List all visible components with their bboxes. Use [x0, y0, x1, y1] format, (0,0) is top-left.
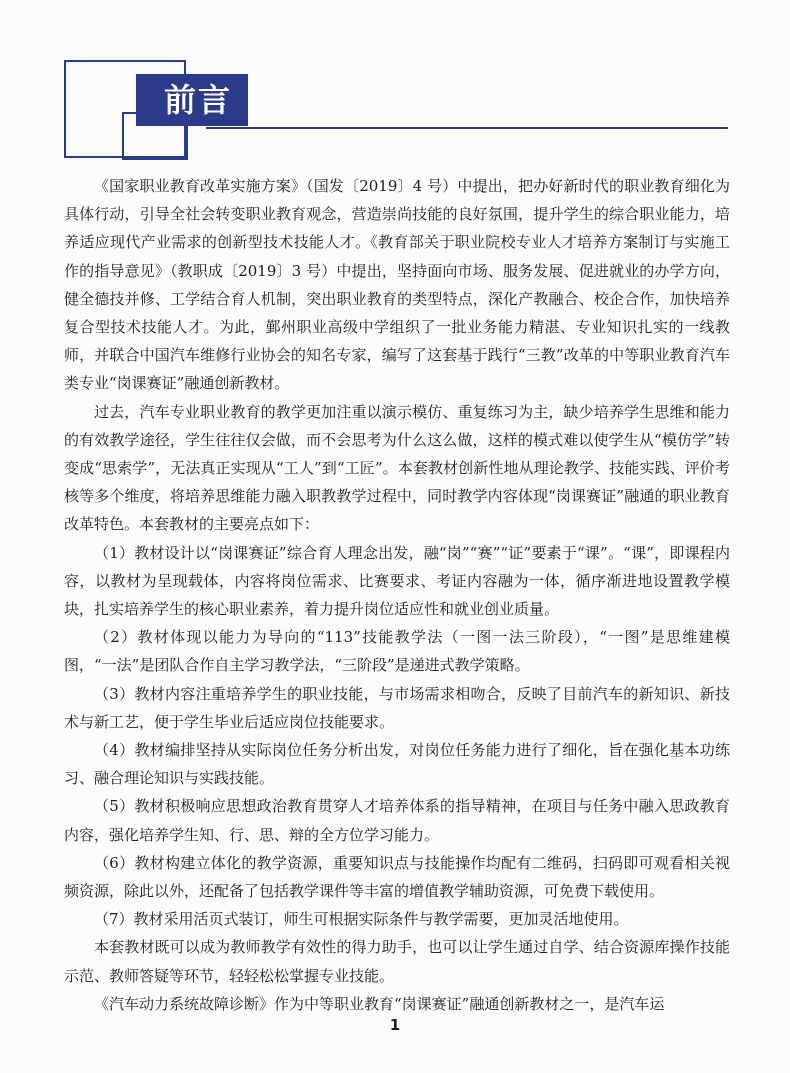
paragraph-2: 过去，汽车专业职业教育的教学更加注重以演示模仿、重复练习为主，缺少培养学生思维和能力的有效教学途径，学生往往仅会做，而不会思考为什么这么做，这样的模式难以使学生从“模仿学”转变成“思索学”，无法真正实现从“工人”到“工匠”。本套教材创新性地从理论教学、技能实践、评价考核等多个维度，将培养思维能力融入职教教学过程中，同时教学内容体现“岗课赛证”融通的职业教育改革特色。本套教材的主要亮点如下： — [64, 402, 730, 534]
page-number: 1 — [389, 1016, 401, 1034]
paragraph-1: 《国家职业教育改革实施方案》（国发〔2019〕4 号）中提出，把办好新时代的职业教育细化为具体行动，引导全社会转变职业教育观念，营造崇尚技能的良好氛围，提升学生的综合职业能力，培养适应现代产业需求的创新型技术技能人才。《教育部关于职业院校专业人才培养方案制订与实施工作的指导意见》（教职成〔2019〕3 号）中提出，坚持面向市场、服务发展、促进就业的办学方向，健全德技并修、工学结合育人机制，突出职业教育的类型特点，深化产教融合、校企合作，加快培养复合型技术技能人才。为此，鄞州职业高级中学组织了一批业务能力精湛、专业知识扎实的一线教师，并联合中国汽车维修行业协会的知名专家，编写了这套基于践行“三教”改革的中等职业教育汽车类专业“岗课赛证”融通创新教材。 — [64, 177, 730, 393]
preface-body — [64, 172, 730, 1018]
paragraph-7: （5）教材积极响应思想政治教育贯穿人才培养体系的指导精神，在项目与任务中融入思政教育内容，强化培养学生知、行、思、辩的全方位学习能力。 — [64, 797, 730, 844]
paragraph-5: （3）教材内容注重培养学生的职业技能，与市场需求相吻合，反映了目前汽车的新知识、新技术与新工艺，便于学生毕业后适应岗位技能要求。 — [64, 684, 730, 731]
paragraph-10: 本套教材既可以成为教师教学有效性的得力助手，也可以让学生通过自学、结合资源库操作技能示范、教师答疑等环节，轻轻松松掌握专业技能。 — [64, 938, 730, 985]
paragraph-6: （4）教材编排坚持从实际岗位任务分析出发，对岗位任务能力进行了细化，旨在强化基本功练习、融合理论知识与实践技能。 — [64, 741, 730, 788]
paragraph-4: （2）教材体现以能力为导向的“113”技能教学法（一图一法三阶段），“一图”是思维建模图，“一法”是团队合作自主学习教学法，“三阶段”是递进式教学策略。 — [64, 628, 730, 675]
paragraph-9: （7）教材采用活页式装订，师生可根据实际条件与教学需要，更加灵活地使用。 — [94, 910, 629, 929]
page-title: 前言 — [136, 74, 248, 126]
paragraph-3: （1）教材设计以“岗课赛证”综合育人理念出发，融“岗”“赛”“证”要素于“课”。“课”，即课程内容，以教材为呈现载体，内容将岗位需求、比赛要求、考证内容融为一体，循序渐进地设置教学模块，扎实培养学生的核心职业素养，着力提升岗位适应性和就业创业质量。 — [64, 543, 730, 619]
paragraph-8: （6）教材构建立体化的教学资源，重要知识点与技能操作均配有二维码，扫码即可观看相关视频资源，除此以外，还配备了包括教学课件等丰富的增值教学辅助资源，可免费下载使用。 — [64, 853, 730, 901]
paragraph-11: 《汽车动力系统故障诊断》作为中等职业教育“岗课赛证”融通创新教材之一，是汽车运 — [94, 994, 665, 1013]
title-rule — [206, 127, 728, 129]
